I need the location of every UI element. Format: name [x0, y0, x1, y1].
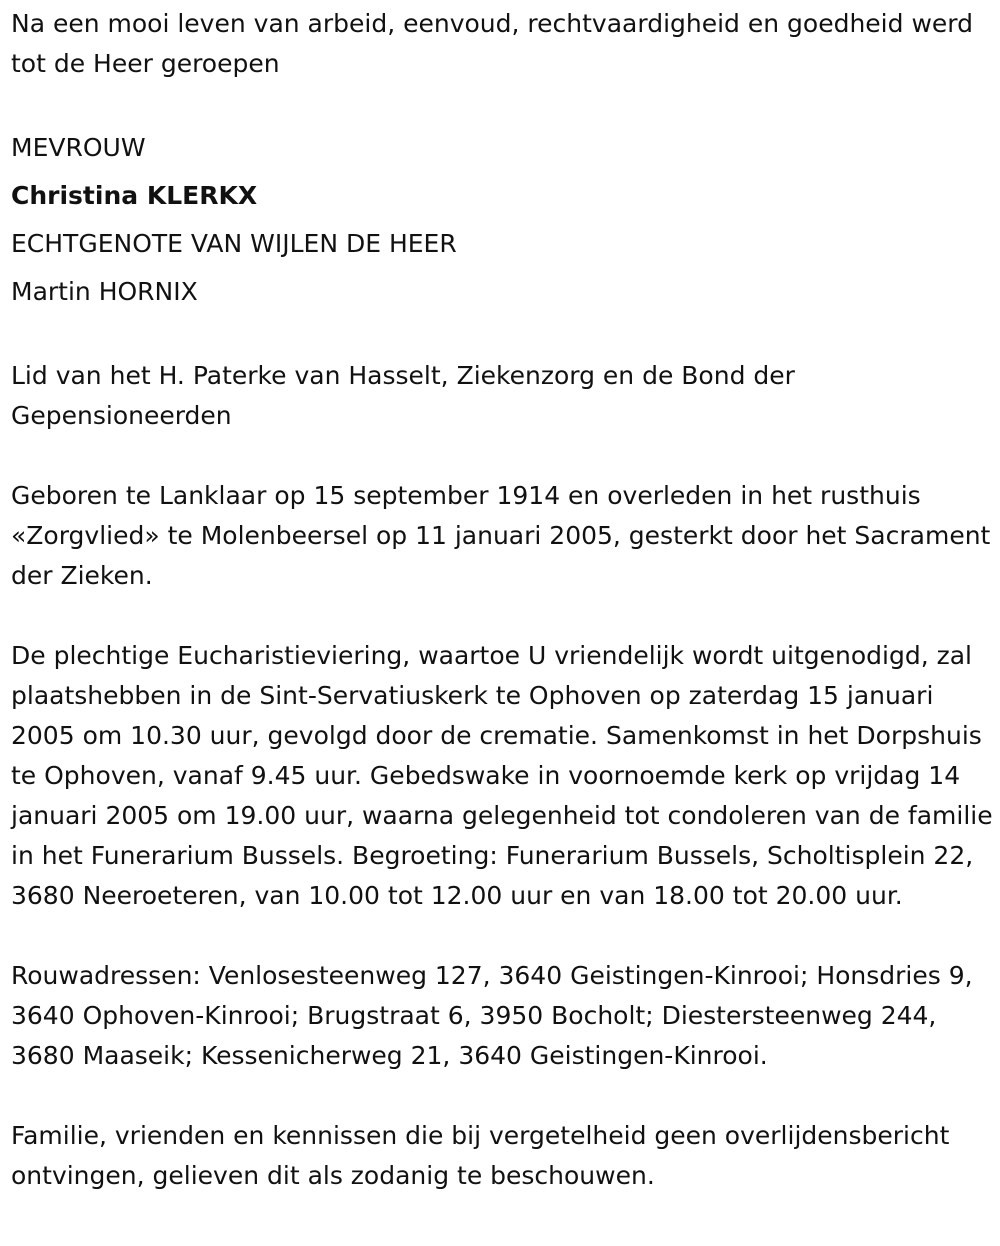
- membership-text: Lid van het H. Paterke van Hasselt, Ziekenzorg en de Bond der Gepensioneerden: [11, 361, 795, 430]
- birth-death-text: Geboren te Lanklaar op 15 september 1914 en overleden in het rusthuis «Zorgvlied» te Molenbeersel op 11 januari 2005, gesterkt door het Sacrament der Zieken.: [11, 481, 991, 590]
- deceased-title: MEVROUW: [11, 133, 146, 162]
- deceased-block: [11, 124, 994, 316]
- addresses-text: Rouwadressen: Venlosesteenweg 127, 3640 Geistingen-Kinrooi; Honsdries 9, 3640 Ophoven-Kinrooi; Brugstraat 6, 3950 Bocholt; Diestersteenweg 244, 3680 Maaseik; Kessenicherweg 21, 3640 Geistingen-Kinrooi.: [11, 961, 973, 1070]
- ceremony-text: De plechtige Eucharistieviering, waartoe U vriendelijk wordt uitgenodigd, zal plaatshebben in de Sint-Servatiuskerk te Ophoven op zaterdag 15 januari 2005 om 10.30 uur, gevolgd door de crematie. Samenkomst in het Dorpshuis te Ophoven, vanaf 9.45 uur. Gebedswake in voornoemde kerk op vrijdag 14 januari 2005 om 19.00 uur, waarna gelegenheid tot condoleren van de familie in het Funerarium Bussels. Begroeting: Funerarium Bussels, Scholtisplein 22, 3680 Neeroeteren, van 10.00 tot 12.00 uur en van 18.00 tot 20.00 uur.: [11, 641, 993, 910]
- deceased-name: Christina KLERKX: [11, 181, 258, 210]
- spouse-name: Martin HORNIX: [11, 277, 198, 306]
- intro-text: Na een mooi leven van arbeid, eenvoud, rechtvaardigheid en goedheid werd tot de Heer geroepen: [11, 9, 973, 78]
- closing-text: Familie, vrienden en kennissen die bij vergetelheid geen overlijdensbericht ontvingen, gelieven dit als zodanig te beschouwen.: [11, 1121, 950, 1190]
- deceased-relation: ECHTGENOTE VAN WIJLEN DE HEER: [11, 229, 457, 258]
